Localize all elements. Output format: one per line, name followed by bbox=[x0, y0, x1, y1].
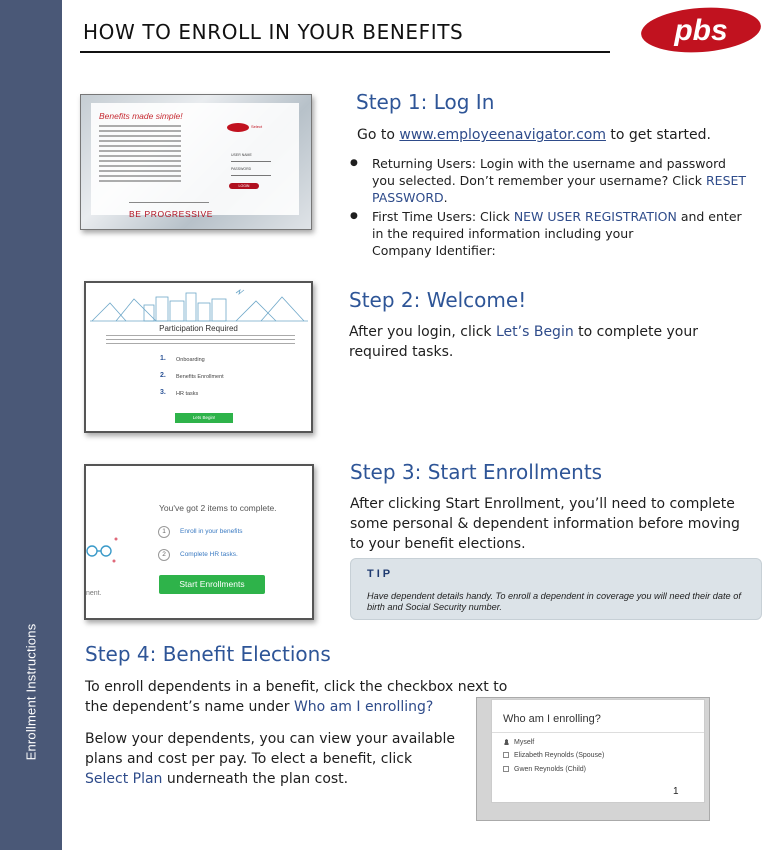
username-label: USER NAME bbox=[231, 153, 252, 157]
welcome-screenshot bbox=[84, 281, 313, 433]
step4-title: Step 4: Benefit Elections bbox=[85, 642, 331, 666]
mini-pbs-logo bbox=[227, 123, 249, 132]
step2-text-after: to complete your required tasks. bbox=[349, 324, 698, 360]
login-screenshot bbox=[80, 94, 312, 230]
task-number: 1. bbox=[160, 355, 166, 362]
first-time-users-text: : Click bbox=[471, 209, 514, 224]
glasses-illustration bbox=[86, 521, 126, 591]
widget-heading: Who am I enrolling? bbox=[503, 713, 601, 725]
widget-divider bbox=[492, 732, 704, 733]
dependent-child-label: Gwen Reynolds (Child) bbox=[514, 766, 586, 773]
items-heading: You've got 2 items to complete. bbox=[159, 503, 277, 513]
page-number: 1 bbox=[673, 786, 679, 797]
sidebar-label: Enrollment Instructions bbox=[23, 623, 39, 761]
pbs-logo bbox=[640, 6, 762, 54]
step2-text-before: After you login, click bbox=[349, 324, 496, 340]
step4-p1-text: To enroll dependents in a benefit, click the checkbox next to the dependent’s name under bbox=[85, 679, 508, 715]
first-time-users-label: First Time Users bbox=[372, 209, 472, 224]
task-benefits-enrollment: Benefits Enrollment bbox=[176, 374, 224, 380]
returning-users-end: . bbox=[443, 190, 448, 205]
username-field bbox=[231, 161, 271, 162]
login-button bbox=[229, 183, 259, 189]
tip-box bbox=[350, 558, 762, 620]
item-number-badge: 2 bbox=[158, 549, 170, 561]
first-time-users-text2: and enter in the required information including your bbox=[372, 209, 742, 241]
password-field bbox=[231, 175, 271, 176]
start-enrollment-screenshot bbox=[84, 464, 314, 620]
step2-title: Step 2: Welcome! bbox=[349, 288, 527, 312]
goto-suffix: to get started. bbox=[605, 127, 711, 143]
who-am-i-enrolling-label: Who am I enrolling? bbox=[293, 699, 434, 715]
lets-begin-label: Let’s Begin bbox=[495, 324, 574, 340]
complete-hr-item: Complete HR tasks. bbox=[180, 551, 238, 558]
mini-logo-suffix: Select bbox=[251, 124, 263, 129]
login-tagline: Benefits made simple! bbox=[99, 111, 183, 121]
brand-line: BE PROGRESSIVE bbox=[129, 209, 213, 219]
login-instructions-list bbox=[348, 155, 748, 261]
participation-heading: Participation Required bbox=[159, 324, 238, 333]
task-hr: HR tasks bbox=[176, 391, 199, 397]
step4-p2-after: underneath the plan cost. bbox=[162, 771, 349, 787]
goto-prefix: Go to bbox=[357, 127, 400, 143]
login-footer-line bbox=[129, 202, 209, 203]
task-number: 3. bbox=[160, 389, 166, 396]
step1-goto-line bbox=[357, 125, 711, 145]
step4-p2-text: Below your dependents, you can view your available plans and cost per pay. To elect a benefit, click bbox=[85, 731, 456, 767]
item-number-badge: 1 bbox=[158, 526, 170, 538]
login-button-label: LOGIN bbox=[238, 184, 250, 188]
myself-label: Myself bbox=[514, 739, 535, 746]
city-skyline-illustration bbox=[86, 283, 311, 323]
returning-users-label: Returning Users bbox=[372, 156, 472, 171]
step4-paragraph-2 bbox=[85, 729, 455, 789]
tip-text: Have dependent details handy. To enroll a dependent in coverage you will need their date of birth and Social Security number. bbox=[367, 591, 741, 612]
logo-text: pbs bbox=[674, 14, 728, 47]
company-identifier-label: Company Identifier: bbox=[372, 243, 496, 258]
sidebar bbox=[0, 0, 62, 850]
returning-users-item bbox=[348, 155, 748, 206]
first-time-users-item bbox=[348, 208, 748, 259]
select-plan-label: Select Plan bbox=[85, 771, 163, 787]
step3-title: Step 3: Start Enrollments bbox=[350, 460, 603, 484]
person-icon bbox=[503, 739, 510, 745]
participation-description bbox=[106, 335, 295, 347]
step1-title: Step 1: Log In bbox=[356, 90, 495, 114]
password-label: PASSWORD bbox=[231, 167, 252, 171]
page-title: HOW TO ENROLL IN YOUR BENEFITS bbox=[83, 20, 464, 44]
returning-users-text: : Login with the username and password you selected. Don’t remember your username? Click bbox=[372, 156, 726, 188]
dependent-row bbox=[503, 752, 604, 759]
task-onboarding: Onboarding bbox=[176, 357, 205, 363]
enroll-benefits-item: Enroll in your benefits bbox=[180, 528, 243, 535]
step4-paragraph-1 bbox=[85, 677, 513, 717]
new-user-registration-link[interactable]: NEW USER REGISTRATION bbox=[513, 209, 677, 224]
myself-row bbox=[503, 739, 534, 746]
who-am-i-enrolling-widget bbox=[476, 697, 710, 821]
dependent-row bbox=[503, 766, 586, 773]
step3-text: After clicking Start Enrollment, you’ll need to complete some personal & dependent information before moving to your benefit elections. bbox=[350, 496, 740, 552]
clipped-text-fragment: nent. bbox=[86, 590, 102, 597]
dependent-checkbox[interactable] bbox=[503, 766, 509, 772]
dependent-checkbox[interactable] bbox=[503, 752, 509, 758]
reset-password-link[interactable]: RESET PASSWORD bbox=[372, 173, 747, 205]
start-enrollments-button: Start Enrollments bbox=[159, 575, 265, 594]
lets-begin-button: Lets Begin! bbox=[175, 413, 233, 423]
employee-navigator-link[interactable]: www.employeenavigator.com bbox=[399, 127, 606, 143]
tip-label: TIP bbox=[367, 568, 394, 580]
login-description bbox=[99, 125, 181, 185]
step2-text bbox=[349, 322, 729, 362]
dependent-spouse-label: Elizabeth Reynolds (Spouse) bbox=[514, 752, 605, 759]
task-number: 2. bbox=[160, 372, 166, 379]
title-divider bbox=[80, 51, 610, 53]
